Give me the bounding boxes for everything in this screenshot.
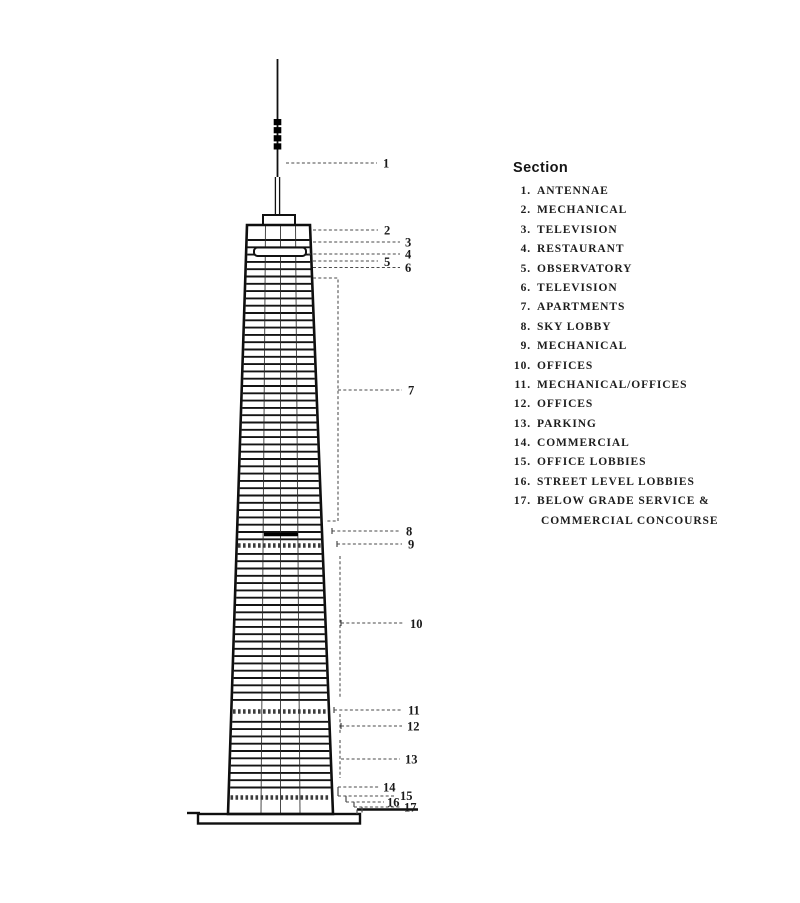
legend-item-number: 8. bbox=[520, 320, 531, 333]
legend-item bbox=[505, 398, 783, 417]
legend-item bbox=[505, 418, 783, 437]
legend-item-number: 3. bbox=[520, 223, 531, 236]
legend-item bbox=[505, 321, 783, 340]
legend-item bbox=[505, 185, 783, 204]
callout-number-15: 15 bbox=[400, 789, 413, 803]
legend-item bbox=[505, 476, 783, 495]
legend-item bbox=[505, 340, 783, 359]
legend-item bbox=[505, 379, 783, 398]
legend-item-number: 5. bbox=[520, 262, 531, 275]
legend-item bbox=[505, 301, 783, 320]
legend-item-number: 9. bbox=[520, 340, 531, 353]
legend-item-label: OFFICES bbox=[537, 359, 594, 372]
callout-number-5: 5 bbox=[384, 255, 391, 269]
legend-item bbox=[505, 243, 783, 262]
callout-number-16: 16 bbox=[387, 795, 400, 810]
callout-number-2: 2 bbox=[384, 223, 391, 238]
legend-item-number: 14. bbox=[513, 437, 531, 450]
legend-item-label: BELOW GRADE SERVICE & bbox=[537, 495, 710, 508]
legend-item-label: PARKING bbox=[537, 417, 597, 430]
callout-number-12: 12 bbox=[407, 719, 420, 734]
legend-items bbox=[505, 185, 783, 534]
legend-item bbox=[505, 456, 783, 475]
legend-item-label: MECHANICAL bbox=[537, 340, 628, 353]
legend-item bbox=[505, 495, 783, 514]
callout-numbers bbox=[383, 157, 423, 815]
legend-item-number: 17. bbox=[513, 495, 531, 508]
legend-item-number: 12. bbox=[513, 398, 531, 411]
callout-number-10: 10 bbox=[410, 617, 423, 631]
callout-number-4: 4 bbox=[405, 247, 412, 262]
callout-number-7: 7 bbox=[408, 383, 415, 398]
legend-item-label: SKY LOBBY bbox=[537, 320, 612, 333]
legend-item-number: 7. bbox=[520, 301, 531, 314]
legend-item-continuation bbox=[505, 515, 783, 534]
legend-item-label: ANTENNAE bbox=[537, 185, 609, 197]
legend-item-label: OFFICES bbox=[537, 398, 594, 411]
legend-item-number: 10. bbox=[513, 359, 531, 372]
legend-item-label: STREET LEVEL LOBBIES bbox=[537, 475, 695, 488]
legend-item bbox=[505, 224, 783, 243]
callout-number-1: 1 bbox=[383, 156, 390, 171]
callout-number-14: 14 bbox=[383, 780, 396, 795]
legend-item bbox=[505, 263, 783, 282]
legend-item-number: 15. bbox=[513, 456, 531, 469]
callout-number-6: 6 bbox=[405, 261, 412, 275]
legend-item-number: 11. bbox=[514, 378, 531, 391]
legend-item-label: OFFICE LOBBIES bbox=[537, 456, 647, 469]
legend-item-label: COMMERCIAL bbox=[537, 437, 630, 450]
restaurant-box bbox=[254, 248, 306, 257]
legend-item-number: 4. bbox=[520, 243, 531, 256]
legend-item-label: MECHANICAL/OFFICES bbox=[537, 378, 688, 391]
legend-item-number: 1. bbox=[520, 185, 531, 197]
callout-number-8: 8 bbox=[406, 524, 413, 539]
legend-item bbox=[505, 437, 783, 456]
legend-item-label: RESTAURANT bbox=[537, 243, 625, 256]
legend-item-label: TELEVISION bbox=[537, 281, 618, 294]
callout-number-3: 3 bbox=[405, 235, 412, 250]
legend-item bbox=[505, 360, 783, 379]
legend-item-label: MECHANICAL bbox=[537, 204, 628, 217]
callout-number-17: 17 bbox=[404, 800, 417, 815]
legend-item-number: 2. bbox=[520, 204, 531, 217]
legend-item bbox=[505, 204, 783, 223]
legend-item-label: APARTMENTS bbox=[537, 301, 626, 314]
legend-item-number: 16. bbox=[513, 475, 531, 488]
antenna-pedestal bbox=[263, 215, 295, 225]
antenna-mast bbox=[263, 59, 295, 225]
legend-item-label: TELEVISION bbox=[537, 223, 618, 236]
callout-number-9: 9 bbox=[408, 537, 415, 552]
legend bbox=[505, 160, 783, 534]
legend-item-number: 6. bbox=[520, 281, 531, 294]
legend-title: Section bbox=[513, 160, 569, 176]
legend-item bbox=[505, 282, 783, 301]
callout-number-11: 11 bbox=[408, 703, 420, 718]
legend-item-label: COMMERCIAL CONCOURSE bbox=[541, 514, 719, 527]
legend-item-label: OBSERVATORY bbox=[537, 262, 633, 275]
callout-number-13: 13 bbox=[405, 752, 418, 767]
legend-item-number: 13. bbox=[513, 417, 531, 430]
